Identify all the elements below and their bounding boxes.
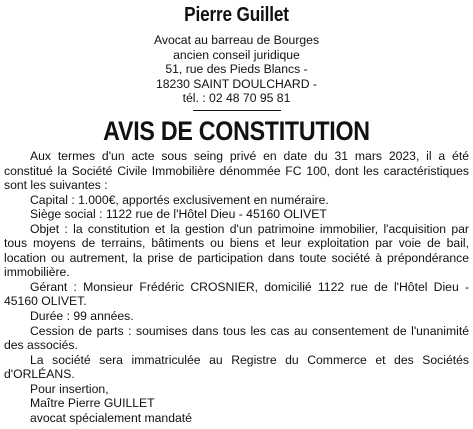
lawyer-address-block: [4, 33, 469, 106]
lawyer-phone: tél. : 02 48 70 95 81: [182, 91, 291, 106]
header-divider: [193, 110, 281, 111]
lawyer-street: 51, rue des Pieds Blancs -: [165, 62, 308, 77]
lawyer-former-role: ancien conseil juridique: [173, 47, 300, 62]
paragraph-capital: Capital : 1.000€, apportés exclusivement en numéraire.: [30, 192, 329, 207]
notice-title: AVIS DE CONSTITUTION: [103, 115, 370, 146]
paragraph-registration: La société sera immatriculée au Registre du Commerce et des Sociétés d'ORLÉANS.: [4, 352, 469, 382]
lawyer-city: 18230 SAINT DOULCHARD -: [156, 76, 317, 91]
paragraph-purpose: Objet : la constitution et la gestion d'un patrimoine immobilier, l'acquisition par tous moyens de terrains, bâtiments ou biens et leur exploitation par voie de bail, location ou autrement, la prise de participation dans toute société à prépondérance immobilière.: [4, 221, 469, 280]
signature-line-insertion: Pour insertion,: [30, 381, 109, 396]
signature-line-mandate: avocat spécialement mandaté: [30, 410, 192, 425]
lawyer-title: Avocat au barreau de Bourges: [153, 33, 320, 47]
paragraph-registered-office: Siège social : 1122 rue de l'Hôtel Dieu - 45160 OLIVET: [30, 207, 327, 222]
paragraph-intro: Aux termes d'un acte sous seing privé en date du 31 mars 2023, il a été constitué la Société Civile Immobilière dénommée FC 100, dont les caractéristiques sont les suivantes :: [4, 148, 469, 193]
paragraph-duration: Durée : 99 années.: [30, 308, 134, 323]
paragraph-share-transfer: Cession de parts : soumises dans tous les cas au consentement de l'unanimité des associés.: [4, 323, 469, 353]
notice-body: [4, 149, 469, 425]
signature-line-name: Maître Pierre GUILLET: [30, 396, 155, 411]
paragraph-manager: Gérant : Monsieur Frédéric CROSNIER, domicilié 1122 rue de l'Hôtel Dieu - 45160 OLIVET.: [4, 279, 469, 309]
lawyer-name: Pierre Guillet: [184, 4, 289, 26]
